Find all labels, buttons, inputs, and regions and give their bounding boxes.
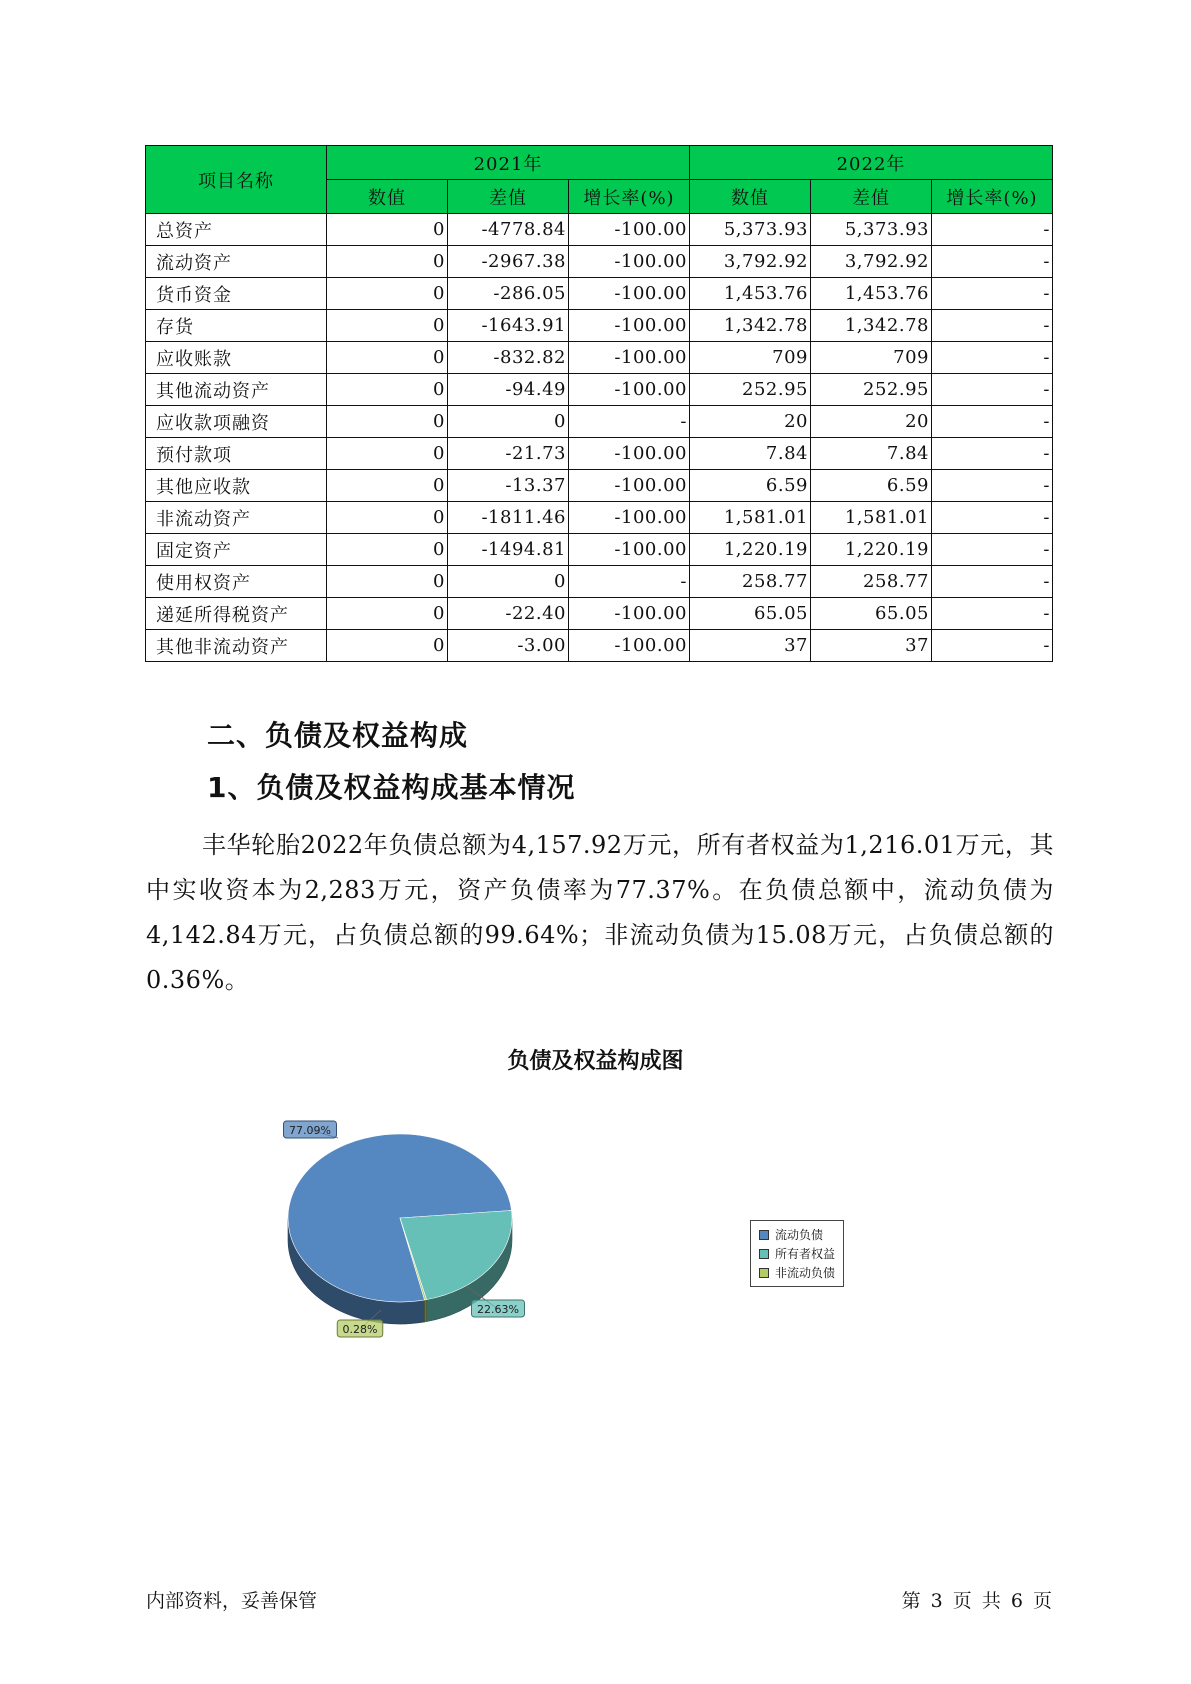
row-label: 总资产 — [146, 214, 327, 246]
table-cell: - — [932, 534, 1053, 566]
table-row — [146, 310, 1053, 342]
table-cell: - — [932, 406, 1053, 438]
legend-swatch — [759, 1268, 769, 1278]
table-cell: 6.59 — [690, 470, 811, 502]
table-cell: - — [932, 566, 1053, 598]
subheader-value-2021: 数值 — [327, 180, 448, 214]
table-cell: -100.00 — [569, 214, 690, 246]
row-label: 应收账款 — [146, 342, 327, 374]
header-item-name: 项目名称 — [146, 146, 327, 214]
table-cell: -94.49 — [448, 374, 569, 406]
table-cell: -100.00 — [569, 246, 690, 278]
table-cell: - — [932, 214, 1053, 246]
table-cell: 0 — [327, 470, 448, 502]
row-label: 其他流动资产 — [146, 374, 327, 406]
table-cell: -1811.46 — [448, 502, 569, 534]
table-cell: 20 — [811, 406, 932, 438]
table-cell: -100.00 — [569, 470, 690, 502]
table-cell: 0 — [327, 342, 448, 374]
table-row — [146, 406, 1053, 438]
row-label: 预付款项 — [146, 438, 327, 470]
legend-swatch — [759, 1230, 769, 1240]
subheader-diff-2022: 差值 — [811, 180, 932, 214]
table-row — [146, 630, 1053, 662]
row-label: 非流动资产 — [146, 502, 327, 534]
table-cell: 1,453.76 — [811, 278, 932, 310]
table-cell: - — [932, 342, 1053, 374]
table-cell: 1,581.01 — [690, 502, 811, 534]
table-cell: 6.59 — [811, 470, 932, 502]
table-body — [146, 214, 1053, 662]
table-cell: 5,373.93 — [811, 214, 932, 246]
row-label: 其他应收款 — [146, 470, 327, 502]
table-cell: -100.00 — [569, 534, 690, 566]
table-cell: - — [932, 470, 1053, 502]
table-cell: 258.77 — [690, 566, 811, 598]
footer-confidential: 内部资料，妥善保管 — [146, 1590, 318, 1612]
table-cell: - — [932, 502, 1053, 534]
table-cell: 0 — [448, 566, 569, 598]
table-row — [146, 438, 1053, 470]
legend-swatch — [759, 1249, 769, 1259]
table-cell: 252.95 — [690, 374, 811, 406]
data-label: 77.09% — [289, 1124, 331, 1137]
subheader-growth-2022: 增长率(%) — [932, 180, 1053, 214]
table-cell: -2967.38 — [448, 246, 569, 278]
subheader-value-2022: 数值 — [690, 180, 811, 214]
table-cell: 0 — [327, 566, 448, 598]
table-cell: 0 — [327, 310, 448, 342]
pie-chart — [270, 1110, 590, 1360]
table-cell: - — [932, 246, 1053, 278]
table-cell: -100.00 — [569, 278, 690, 310]
table-cell: -21.73 — [448, 438, 569, 470]
row-label: 应收款项融资 — [146, 406, 327, 438]
table-cell: -100.00 — [569, 374, 690, 406]
body-paragraph: 丰华轮胎2022年负债总额为4,157.92万元，所有者权益为1,216.01万元，其中实收资本为2,283万元，资产负债率为77.37%。在负债总额中，流动负债为4,142.84万元，占负债总额的99.64%；非流动负债为15.08万元，占负债总额的0.36%。 — [146, 831, 1054, 994]
legend-label: 流动负债 — [775, 1228, 824, 1242]
subheader-growth-2021: 增长率(%) — [569, 180, 690, 214]
table-cell: -4778.84 — [448, 214, 569, 246]
row-label: 其他非流动资产 — [146, 630, 327, 662]
table-cell: -100.00 — [569, 598, 690, 630]
table-cell: - — [932, 598, 1053, 630]
table-cell: 1,453.76 — [690, 278, 811, 310]
table-row — [146, 502, 1053, 534]
pie-slice-side — [425, 1300, 427, 1322]
table-cell: -100.00 — [569, 310, 690, 342]
table-cell: - — [932, 278, 1053, 310]
table-cell: 0 — [327, 534, 448, 566]
table-cell: 1,220.19 — [811, 534, 932, 566]
chart-legend — [750, 1220, 844, 1287]
table-cell: 0 — [327, 246, 448, 278]
table-cell: 1,342.78 — [690, 310, 811, 342]
row-label: 递延所得税资产 — [146, 598, 327, 630]
table-cell: -1643.91 — [448, 310, 569, 342]
table-cell: -1494.81 — [448, 534, 569, 566]
table-cell: 0 — [327, 438, 448, 470]
table-cell: - — [932, 438, 1053, 470]
table-cell: - — [932, 374, 1053, 406]
row-label: 使用权资产 — [146, 566, 327, 598]
table-cell: 65.05 — [811, 598, 932, 630]
table-cell: - — [569, 406, 690, 438]
subheader-diff-2021: 差值 — [448, 180, 569, 214]
table-row — [146, 214, 1053, 246]
legend-item — [759, 1263, 835, 1282]
header-year-2021: 2021年 — [327, 146, 690, 180]
data-label: 0.28% — [342, 1323, 378, 1336]
table-row — [146, 374, 1053, 406]
data-label: 22.63% — [477, 1303, 519, 1316]
table-cell: 65.05 — [690, 598, 811, 630]
table-cell: 0 — [327, 630, 448, 662]
row-label: 货币资金 — [146, 278, 327, 310]
table-row — [146, 342, 1053, 374]
table-cell: 37 — [811, 630, 932, 662]
footer-page-number: 第 3 页 共 6 页 — [901, 1590, 1052, 1612]
table-cell: -100.00 — [569, 502, 690, 534]
row-label: 固定资产 — [146, 534, 327, 566]
row-label: 存货 — [146, 310, 327, 342]
table-cell: 1,220.19 — [690, 534, 811, 566]
table-cell: -100.00 — [569, 342, 690, 374]
table-cell: 3,792.92 — [811, 246, 932, 278]
table-row — [146, 470, 1053, 502]
table-cell: 0 — [448, 406, 569, 438]
section-subheading: 1、负债及权益构成基本情况 — [207, 771, 576, 804]
table-cell: 0 — [327, 278, 448, 310]
table-cell: - — [569, 566, 690, 598]
table-cell: - — [932, 310, 1053, 342]
table-cell: -100.00 — [569, 630, 690, 662]
section-heading: 二、负债及权益构成 — [207, 719, 469, 752]
table-cell: 0 — [327, 598, 448, 630]
table-cell: 252.95 — [811, 374, 932, 406]
table-cell: 37 — [690, 630, 811, 662]
table-cell: - — [932, 630, 1053, 662]
table-cell: -100.00 — [569, 438, 690, 470]
table-cell: 7.84 — [690, 438, 811, 470]
table-row — [146, 246, 1053, 278]
legend-item — [759, 1244, 835, 1263]
table-cell: -13.37 — [448, 470, 569, 502]
table-cell: -832.82 — [448, 342, 569, 374]
table-cell: -3.00 — [448, 630, 569, 662]
legend-label: 所有者权益 — [775, 1247, 836, 1261]
table-cell: 0 — [327, 374, 448, 406]
table-cell: 7.84 — [811, 438, 932, 470]
table-cell: -286.05 — [448, 278, 569, 310]
table-cell: 258.77 — [811, 566, 932, 598]
table-cell: 709 — [811, 342, 932, 374]
row-label: 流动资产 — [146, 246, 327, 278]
table-cell: 0 — [327, 502, 448, 534]
table-row — [146, 534, 1053, 566]
table-row — [146, 278, 1053, 310]
table-cell: 20 — [690, 406, 811, 438]
chart-title: 负债及权益构成图 — [507, 1049, 684, 1074]
header-year-2022: 2022年 — [690, 146, 1053, 180]
table-cell: -22.40 — [448, 598, 569, 630]
table-cell: 0 — [327, 214, 448, 246]
legend-item — [759, 1225, 835, 1244]
table-cell: 5,373.93 — [690, 214, 811, 246]
table-cell: 1,581.01 — [811, 502, 932, 534]
table-row — [146, 566, 1053, 598]
table-cell: 709 — [690, 342, 811, 374]
table-row — [146, 598, 1053, 630]
legend-label: 非流动负债 — [775, 1266, 836, 1280]
table-cell: 1,342.78 — [811, 310, 932, 342]
asset-table — [145, 145, 1053, 662]
table-cell: 3,792.92 — [690, 246, 811, 278]
table-cell: 0 — [327, 406, 448, 438]
